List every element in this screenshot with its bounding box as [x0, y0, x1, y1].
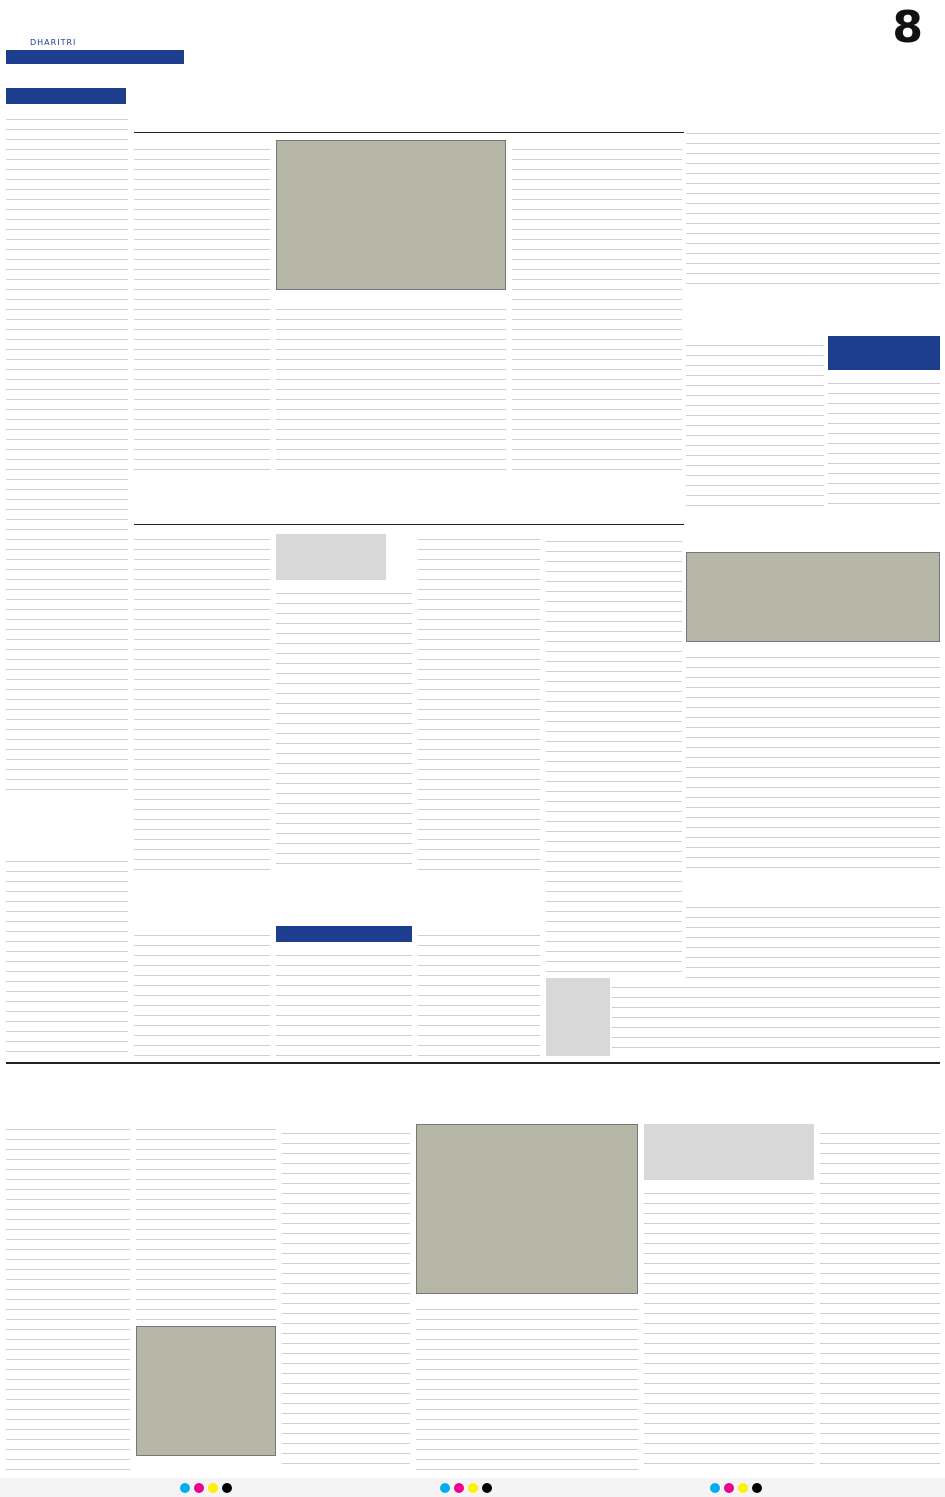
lead-col-3	[512, 140, 682, 470]
mid-headline-3	[134, 880, 534, 920]
contain-col-3	[418, 926, 540, 1056]
mid-col-4	[546, 532, 682, 972]
print-mark	[468, 1483, 478, 1493]
print-mark	[180, 1483, 190, 1493]
right-headline-4	[686, 870, 940, 896]
contain-col-2	[276, 946, 412, 1056]
mid-col-1	[134, 530, 270, 870]
mid-col-2	[276, 584, 412, 870]
bottom-photo-2	[416, 1124, 638, 1294]
bottom-col-2	[136, 1120, 276, 1320]
quote-column	[820, 1124, 940, 1470]
print-mark	[440, 1483, 450, 1493]
mid-highlights	[276, 534, 386, 580]
lead-col-2	[276, 300, 506, 470]
right-story-3	[686, 648, 940, 868]
page-number: 8	[892, 2, 923, 53]
print-mark	[454, 1483, 464, 1493]
right-story-2b	[828, 374, 940, 506]
lead-headline	[140, 80, 680, 130]
mid-pill	[276, 926, 412, 942]
lead-photo	[276, 140, 506, 290]
section-label	[6, 88, 126, 104]
date-bar	[6, 50, 184, 64]
mid-headline-2	[546, 478, 682, 528]
mid-headline-1	[134, 478, 534, 522]
right-headline-1	[686, 80, 940, 120]
right-headline-3	[686, 512, 940, 548]
bottom-col-1	[6, 1120, 130, 1470]
right-photo	[686, 552, 940, 642]
print-mark	[482, 1483, 492, 1493]
left-headline-2	[6, 790, 128, 850]
right-story-2a	[686, 336, 824, 506]
print-mark	[222, 1483, 232, 1493]
right-pill-1	[828, 336, 940, 370]
left-story-2	[6, 852, 128, 1052]
count-story	[612, 978, 940, 1056]
hosp-col-3	[644, 1184, 814, 1470]
bottom-headline-1	[6, 1066, 276, 1100]
divider	[134, 132, 684, 133]
count-box	[546, 978, 610, 1056]
divider	[6, 1062, 940, 1064]
hosp-highlights	[644, 1124, 814, 1180]
print-mark	[194, 1483, 204, 1493]
print-mark	[752, 1483, 762, 1493]
hosp-col-1	[282, 1124, 410, 1470]
print-mark	[208, 1483, 218, 1493]
brief-column	[6, 110, 128, 790]
print-mark	[724, 1483, 734, 1493]
lead-col-1	[134, 140, 270, 470]
print-mark	[738, 1483, 748, 1493]
bottom-photo-1	[136, 1326, 276, 1456]
masthead-sub: DHARITRI	[30, 38, 77, 47]
right-headline-2	[686, 290, 940, 330]
bottom-headline-2	[282, 1066, 940, 1116]
right-story-1	[686, 124, 940, 284]
mid-col-3	[418, 530, 540, 870]
contain-col-1	[134, 926, 270, 1056]
print-mark	[710, 1483, 720, 1493]
hosp-col-2	[416, 1300, 638, 1470]
